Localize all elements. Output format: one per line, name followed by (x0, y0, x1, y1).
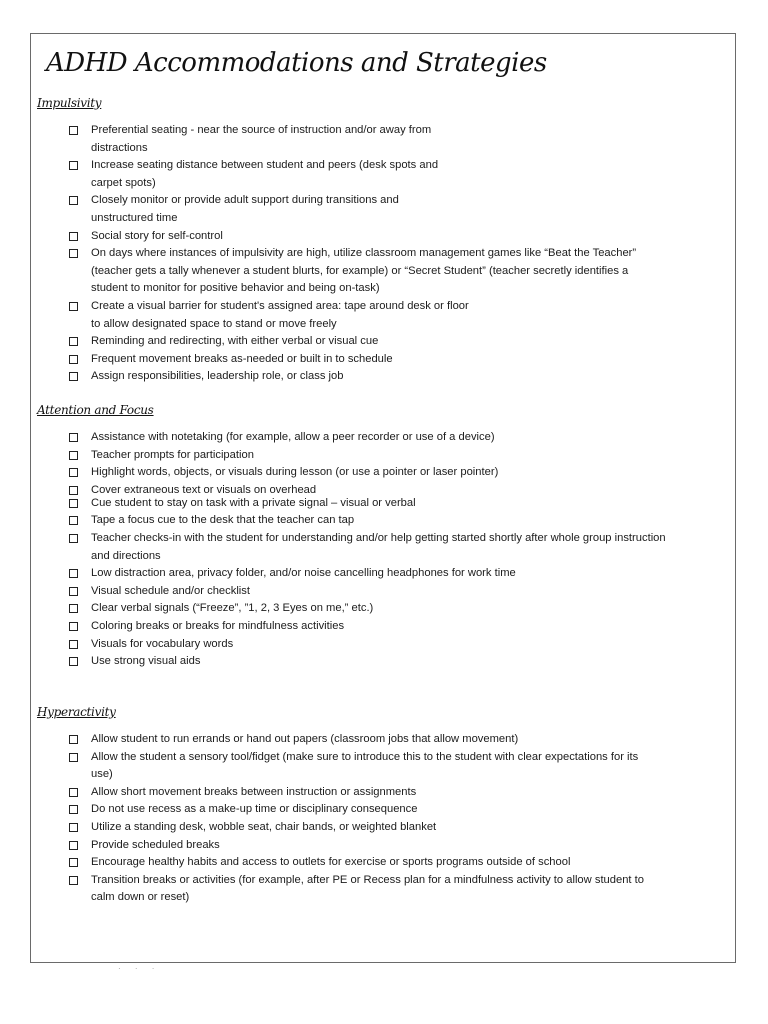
item-line: calm down or reset) (91, 891, 190, 904)
checkbox[interactable] (69, 433, 78, 442)
list-item (69, 122, 729, 157)
item-line: Preferential seating - near the source of instruction and/or away from (91, 124, 432, 136)
checkbox[interactable] (69, 534, 78, 543)
item-line: On days where instances of impulsivity are high, utilize classroom management games like “Beat the Teacher” (91, 247, 637, 260)
list-item (69, 837, 729, 855)
checkbox[interactable] (69, 604, 78, 613)
list-item (69, 565, 729, 583)
item-line: Cover extraneous text or visuals on overhead (91, 483, 317, 495)
list-item (69, 600, 729, 618)
section-heading-impulsivity: Impulsivity (37, 96, 102, 110)
checkbox[interactable] (69, 232, 78, 241)
item-line: Tape a focus cue to the desk that the teacher can tap (91, 514, 355, 527)
item-line: Create a visual barrier for student's assigned area: tape around desk or floor (91, 299, 469, 312)
item-line: Transition breaks or activities (for example, after PE or Recess plan for a mindfulness activity to allow student to (91, 873, 644, 886)
item-line: Increase seating distance between student and peers (desk spots and (91, 159, 439, 172)
list-item (69, 447, 729, 465)
item-line: Assistance with notetaking (for example, allow a peer recorder or use of a device) (91, 431, 495, 443)
item-line: Frequent movement breaks as-needed or built in to schedule (91, 352, 393, 365)
checkbox[interactable] (69, 486, 78, 495)
item-line: Highlight words, objects, or visuals during lesson (or use a pointer or laser pointer) (91, 466, 499, 479)
item-line: Cue student to stay on task with a private signal – visual or verbal (91, 496, 416, 509)
list-item (69, 464, 729, 482)
list-item (69, 512, 729, 530)
item-line: Teacher checks-in with the student for understanding and/or help getting started shortly after whole group instruction (91, 531, 666, 544)
item-line: Reminding and redirecting, with either verbal or visual cue (91, 335, 379, 348)
checkbox[interactable] (69, 196, 78, 205)
checkbox[interactable] (69, 587, 78, 596)
page-title: ADHD Accommodations and Strategies (46, 48, 547, 78)
section-heading-hyperactivity: Hyperactivity (37, 705, 116, 719)
list-item (69, 801, 729, 819)
checkbox[interactable] (69, 788, 78, 797)
checkbox[interactable] (69, 805, 78, 814)
item-line: Provide scheduled breaks (91, 838, 220, 851)
list-item (69, 530, 729, 565)
item-line: Visual schedule and/or checklist (91, 584, 250, 597)
checklist-hyperactivity (69, 731, 729, 907)
checkbox[interactable] (69, 858, 78, 867)
section-heading-attention-and-focus: Attention and Focus (37, 403, 154, 417)
item-line: (teacher gets a tally whenever a student blurts, for example) or “Secret Student” (teacher secretly identifies a (91, 264, 629, 277)
item-line: Teacher prompts for participation (91, 448, 254, 461)
item-line: Allow short movement breaks between instruction or assignments (91, 785, 417, 798)
item-line: Low distraction area, privacy folder, and/or noise cancelling headphones for work time (91, 567, 516, 580)
list-item (69, 653, 729, 671)
checkbox[interactable] (69, 569, 78, 578)
list-item (69, 854, 729, 872)
checkbox[interactable] (69, 753, 78, 762)
list-item (69, 784, 729, 802)
item-line: carpet spots) (91, 176, 156, 189)
item-line: student to monitor for positive behavior and being on-task) (91, 282, 380, 295)
checklist-attention-and-focus (69, 429, 729, 671)
item-line: use) (91, 768, 113, 781)
checkbox[interactable] (69, 161, 78, 170)
item-line: and directions (91, 549, 161, 562)
checkbox[interactable] (69, 355, 78, 364)
checkbox[interactable] (69, 372, 78, 381)
list-item (69, 157, 729, 192)
checkbox[interactable] (69, 876, 78, 885)
scan-artifact-marks: · · · (118, 964, 161, 973)
list-item (69, 298, 729, 333)
checkbox[interactable] (69, 640, 78, 649)
item-line: Social story for self-control (91, 229, 223, 242)
checkbox[interactable] (69, 468, 78, 477)
checkbox[interactable] (69, 823, 78, 832)
checkbox[interactable] (69, 622, 78, 631)
list-item (69, 192, 729, 227)
item-line: Allow the student a sensory tool/fidget (make sure to introduce this to the student with clear expectations for its (91, 750, 639, 763)
list-item (69, 429, 729, 447)
checkbox[interactable] (69, 499, 78, 508)
list-item (69, 618, 729, 636)
list-item (69, 482, 729, 495)
list-item (69, 351, 729, 369)
item-line: Encourage healthy habits and access to outlets for exercise or sports programs outside of school (91, 856, 571, 869)
list-item (69, 731, 729, 749)
list-item (69, 583, 729, 601)
list-item (69, 636, 729, 654)
list-item (69, 749, 729, 784)
item-line: Do not use recess as a make-up time or disciplinary consequence (91, 803, 418, 816)
checkbox[interactable] (69, 302, 78, 311)
list-item (69, 495, 729, 513)
item-line: Clear verbal signals (“Freeze”, ”1, 2, 3 Eyes on me,” etc.) (91, 602, 374, 615)
item-line: Allow student to run errands or hand out papers (classroom jobs that allow movement) (91, 733, 519, 745)
checkbox[interactable] (69, 516, 78, 525)
checkbox[interactable] (69, 126, 78, 135)
item-line: Visuals for vocabulary words (91, 637, 234, 650)
item-line: distractions (91, 141, 148, 154)
item-line: Coloring breaks or breaks for mindfulness activities (91, 619, 345, 632)
checkbox[interactable] (69, 657, 78, 666)
checkbox[interactable] (69, 249, 78, 258)
item-line: Utilize a standing desk, wobble seat, chair bands, or weighted blanket (91, 820, 437, 833)
checklist-impulsivity (69, 122, 729, 386)
list-item (69, 819, 729, 837)
item-line: Assign responsibilities, leadership role, or class job (91, 370, 344, 383)
list-item (69, 872, 729, 907)
item-line: Use strong visual aids (91, 655, 201, 668)
item-line: unstructured time (91, 211, 178, 224)
list-item (69, 333, 729, 351)
list-item (69, 368, 729, 386)
list-item (69, 228, 729, 246)
item-line: to allow designated space to stand or move freely (91, 317, 337, 330)
checkbox[interactable] (69, 841, 78, 850)
list-item (69, 245, 729, 298)
checkbox[interactable] (69, 337, 78, 346)
checkbox[interactable] (69, 451, 78, 460)
checkbox[interactable] (69, 735, 78, 744)
item-line: Closely monitor or provide adult support during transitions and (91, 194, 399, 207)
